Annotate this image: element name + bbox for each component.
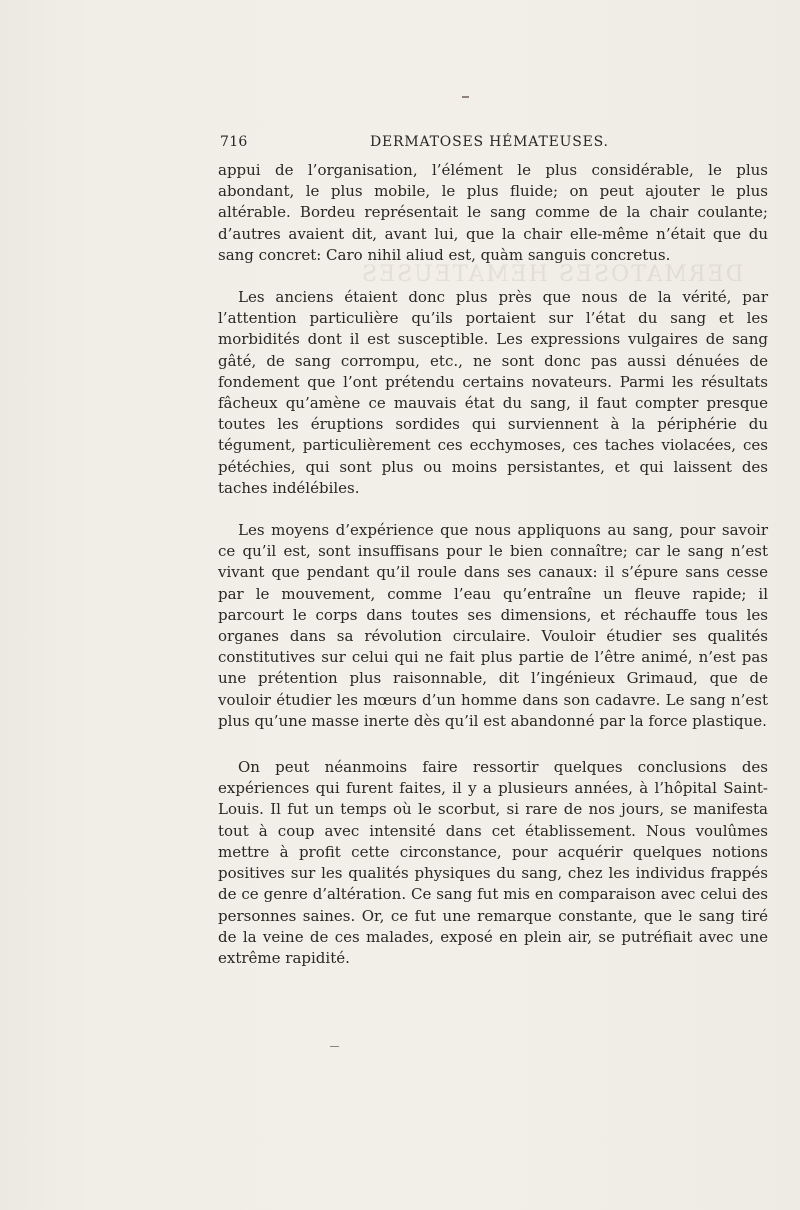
body-text (218, 160, 768, 969)
ink-mark (330, 1046, 339, 1047)
page-header (220, 134, 766, 154)
page-number: 716 (220, 134, 248, 150)
show-through-text: DERMATOSES HÉMATEUSES (360, 262, 744, 287)
ink-mark (462, 96, 469, 98)
paragraph: appui de l’organisation, l’élément le plus considérable, le plus abondant, le plus mobile, le plus fluide; on peut ajouter le plus altérable. Bordeu représentait le sang comme de la chair coulante; d’autres avaient dit, avant lui, que la chair elle-même n’était que du sang concret: Caro nihil aliud est, quàm sanguis concretus. (218, 161, 768, 264)
paragraph: Les anciens étaient donc plus près que nous de la vérité, par l’attention particulière qu’ils portaient sur l’état du sang et les morbidités dont il est susceptible. Les expressions vulgaires de sang gâté, de sang corrompu, etc., ne sont donc pas aussi dénuées de fondement que l’ont prétendu certains novateurs. Parmi les résultats fâcheux qu’amène ce mauvais état du sang, il faut compter presque toutes les éruptions sordides qui surviennent à la périphérie du tégument, particulièrement ces ecchymoses, ces taches violacées, ces pétéchies, qui sont plus ou moins persistantes, et qui laissent des taches indélébiles. (218, 288, 768, 497)
running-head: DERMATOSES HÉMATEUSES. (370, 134, 609, 150)
paragraph: Les moyens d’expérience que nous appliquons au sang, pour savoir ce qu’il est, sont insuffisans pour le bien connaître; car le sang n’est vivant que pendant qu’il roule dans ses canaux: il s’épure sans cesse par le mouvement, comme l’eau qu’entraîne un fleuve rapide; il parcourt le corps dans toutes ses dimensions, et réchauffe tous les organes dans sa révolution circulaire. Vouloir étudier ses qualités constitutives sur celui qui ne fait plus partie de l’être animé, n’est pas une prétention plus raisonnable, dit l’ingénieux Grimaud, que de vouloir étudier les mœurs d’un homme dans son cadavre. Le sang n’est plus qu’une masse inerte dès qu’il est abandonné par la force plastique. (218, 521, 768, 730)
paragraph: On peut néanmoins faire ressortir quelques conclusions des expériences qui furent faites, il y a plusieurs années, à l’hôpital Saint-Louis. Il fut un temps où le scorbut, si rare de nos jours, se manifesta tout à coup avec intensité dans cet établissement. Nous voulûmes mettre à profit cette circonstance, pour acquérir quelques notions positives sur les qualités physiques du sang, chez les individus frappés de ce genre d’altération. Ce sang fut mis en comparaison avec celui des personnes saines. Or, ce fut une remarque constante, que le sang tiré de la veine de ces malades, exposé en plein air, se putréfiait avec une extrême rapidité. (218, 758, 768, 967)
